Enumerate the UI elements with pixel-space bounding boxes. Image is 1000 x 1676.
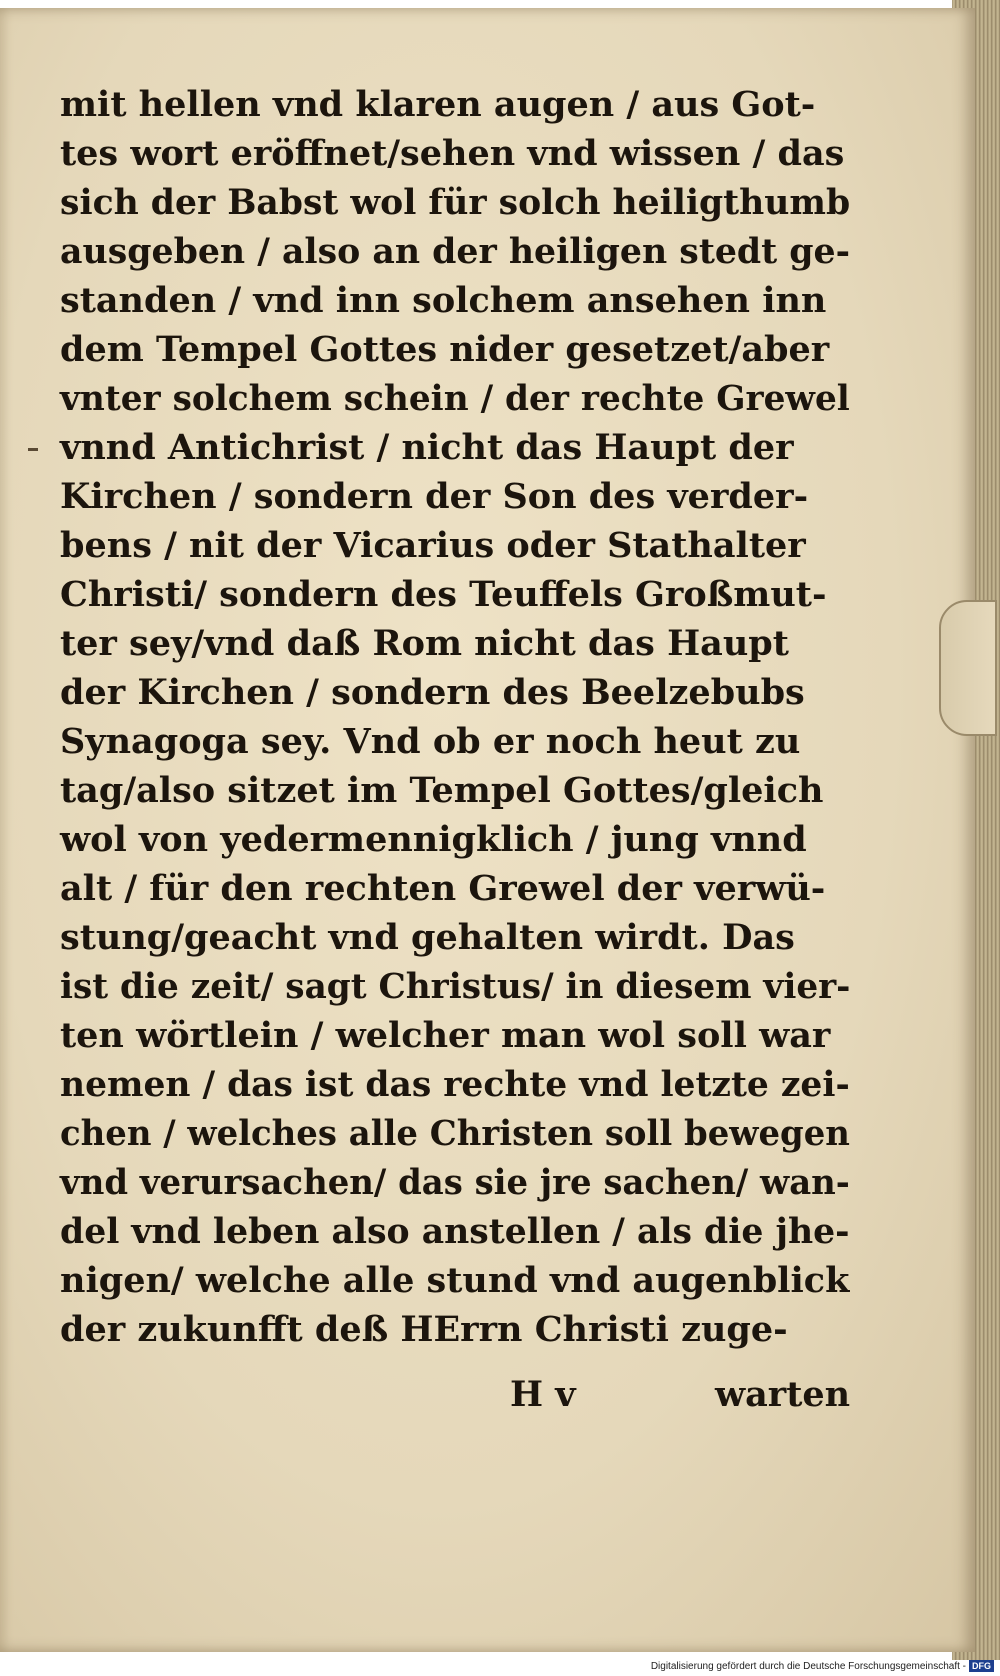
digitization-credit	[651, 1660, 994, 1672]
catchword: warten	[715, 1374, 851, 1415]
text-line-19: ist die zeit/ sagt Christus/ in diesem vier-	[60, 966, 851, 1007]
text-line-22: chen / welches alle Christen soll bewegen	[60, 1113, 850, 1154]
text-line-12: ter sey/vnd daß Rom nicht das Haupt	[60, 623, 789, 664]
text-line-15: tag/also sitzet im Tempel Gottes/gleich	[60, 770, 824, 811]
text-line-26: der zukunfft deß HErrn Christi zuge-	[60, 1309, 788, 1350]
text-line-4: ausgeben / also an der heiligen stedt ge-	[60, 231, 851, 272]
text-line-20: ten wörtlein / welcher man wol soll war	[60, 1015, 831, 1056]
text-line-24: del vnd leben also anstellen / als die jhe-	[60, 1211, 850, 1252]
text-line-10: bens / nit der Vicarius oder Stathalter	[60, 525, 806, 566]
text-line-14: Synagoga sey. Vnd ob er noch heut zu	[60, 721, 801, 762]
margin-mark	[28, 448, 38, 451]
text-line-7: vnter solchem schein / der rechte Grewel	[60, 378, 850, 419]
text-line-6: dem Tempel Gottes nider gesetzet/aber	[60, 329, 830, 370]
text-line-21: nemen / das ist das rechte vnd letzte zei-	[60, 1064, 850, 1105]
text-line-2: tes wort eröffnet/sehen vnd wissen / das	[60, 133, 845, 174]
book-page	[0, 8, 975, 1652]
text-line-5: standen / vnd inn solchem ansehen inn	[60, 280, 827, 321]
credit-text: Digitalisierung gefördert durch die Deutsche Forschungsgemeinschaft -	[650, 1660, 966, 1672]
page-clip	[939, 600, 997, 736]
dfg-logo: DFG	[969, 1660, 994, 1672]
body-text	[60, 80, 850, 1354]
text-line-3: sich der Babst wol für solch heiligthumb	[60, 182, 851, 223]
text-line-18: stung/geacht vnd gehalten wirdt. Das	[60, 917, 795, 958]
page-footer-row	[60, 1370, 860, 1420]
text-line-8: vnnd Antichrist / nicht das Haupt der	[60, 427, 794, 468]
text-line-16: wol von yedermennigklich / jung vnnd	[60, 819, 807, 860]
text-line-1: mit hellen vnd klaren augen / aus Got-	[60, 84, 816, 125]
text-line-23: vnd verursachen/ das sie jre sachen/ wan-	[60, 1162, 850, 1203]
text-line-17: alt / für den rechten Grewel der verwü-	[60, 868, 826, 909]
text-line-13: der Kirchen / sondern des Beelzebubs	[60, 672, 805, 713]
text-line-9: Kirchen / sondern der Son des verder-	[60, 476, 809, 517]
text-line-11: Christi/ sondern des Teuffels Großmut-	[60, 574, 827, 615]
signature-mark: H v	[510, 1374, 576, 1415]
text-line-25: nigen/ welche alle stund vnd augenblick	[60, 1260, 850, 1301]
